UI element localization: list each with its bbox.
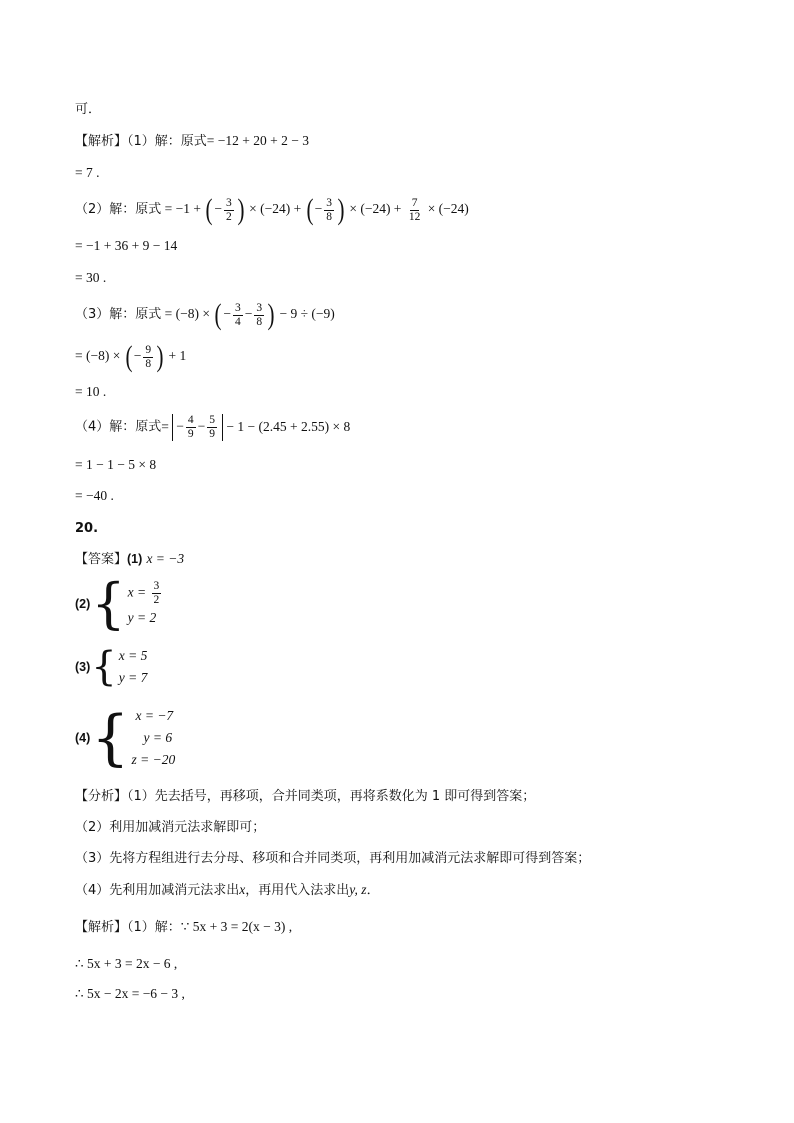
numerator: 3 <box>226 196 232 209</box>
equation-system-2: (2) { x = $\frac{3}{2}$ y = 2 <box>75 577 163 631</box>
expression-part: + 1 <box>165 348 187 364</box>
continuation-text: 可． <box>75 102 102 117</box>
equation: ∵ 5x + 3 = 2(x − 3) , <box>180 919 293 934</box>
solution-line-2: （2）解：原式 = −1 + ( − $\frac{3}{2}$ ) × (−24) + ( − $\frac{3}{8}$ ) × (−24) + $\frac{7}{12}$ × (−24) <box>75 193 469 226</box>
result-line: = 1 − 1 − 5 × 8 <box>75 457 157 472</box>
system-equation: x = −7 <box>135 708 174 723</box>
system-equation: z = −20 <box>131 752 176 767</box>
denominator: 12 <box>408 210 421 223</box>
expression-part: × (−24) <box>424 201 469 217</box>
expression-part: × (−24) + <box>245 201 305 217</box>
system-equation: x = 5 <box>118 648 148 663</box>
analysis-heading: 【解析】（1）解：原式 <box>75 134 207 149</box>
analysis-point-1: 【分析】（1）先去括号，再移项，合并同类项，再将系数化为 1 即可得到答案； <box>75 789 536 804</box>
numerator: 3 <box>326 196 332 209</box>
expression-part: × (−24) + <box>345 201 405 217</box>
denominator: 4 <box>235 315 241 328</box>
denominator: 9 <box>209 428 216 440</box>
fraction <box>407 197 423 224</box>
fraction <box>224 197 234 224</box>
fraction <box>143 344 153 371</box>
solution-line: = (−8) × ( − $\frac{9}{8}$ ) + 1 <box>75 340 187 373</box>
text-part: ． <box>366 883 380 898</box>
numerator: 9 <box>145 343 152 356</box>
result-line: = 7 . <box>75 165 100 180</box>
expression-part: = (−8) × <box>164 306 214 322</box>
fraction <box>254 302 264 329</box>
numerator: 3 <box>235 301 241 314</box>
result-line: = 10 . <box>75 384 107 399</box>
part-heading: （2）解：原式 <box>75 202 162 218</box>
fraction <box>233 302 243 329</box>
analysis-point-3: （3）先将方程组进行去分母、移项和合并同类项，再利用加减消元法求解即可得到答案； <box>75 851 591 866</box>
analysis-heading: 【解析】（1）解： <box>75 920 181 935</box>
denominator: 8 <box>326 210 332 223</box>
solution-heading-line <box>75 917 292 938</box>
analysis-point-2: （2）利用加减消元法求解即可； <box>75 820 266 835</box>
expression-part: = (−8) × <box>75 348 124 364</box>
expression-part: = −1 + <box>164 201 205 217</box>
solution-line-1 <box>75 131 309 152</box>
system-equation: y = 2 <box>127 609 157 625</box>
result-line: = −40 . <box>75 488 114 503</box>
numerator: 5 <box>209 414 216 426</box>
numerator: 7 <box>411 196 418 209</box>
system-equation: y = 7 <box>118 670 148 685</box>
solution-step: ∴ 5x − 2x = −6 − 3 , <box>75 986 185 1001</box>
equation-system-3: (3) { x = 5 y = 7 <box>75 644 148 690</box>
solution-line-4: （4）解：原式= − $\frac{4}{9}$ − $\frac{5}{9}$ − 1 − (2.45 + 2.55) × 8 <box>75 414 351 440</box>
question-number: 20. <box>75 521 99 536</box>
answer-part-label: (4) <box>75 731 91 745</box>
denominator: 8 <box>256 315 263 328</box>
answer-label: 【答案】 <box>75 552 128 567</box>
fraction <box>186 414 196 441</box>
solution-step: ∴ 5x + 3 = 2x − 6 , <box>75 956 178 971</box>
numerator: 3 <box>153 579 160 592</box>
fraction <box>152 580 162 607</box>
denominator: 9 <box>187 428 194 440</box>
variable: y, z <box>349 882 367 897</box>
answer-expression: x = −3 <box>146 551 185 566</box>
result-line: = 30 . <box>75 270 107 285</box>
denominator: 2 <box>153 593 160 606</box>
expression: = −12 + 20 + 2 − 3 <box>206 133 309 148</box>
result-line: = −1 + 36 + 9 − 14 <box>75 238 178 253</box>
numerator: 4 <box>187 414 194 426</box>
text-part: ，再用代入法求出 <box>245 883 350 898</box>
analysis-point-4 <box>75 880 380 901</box>
denominator: 8 <box>145 357 152 370</box>
denominator: 2 <box>226 210 232 223</box>
system-equation: x = <box>127 584 150 600</box>
expression-part: − 1 − (2.45 + 2.55) × 8 <box>223 418 351 434</box>
solution-line-3: （3）解：原式 = (−8) × ( − $\frac{3}{4}$ − $\frac{3}{8}$ ) − 9 ÷ (−9) <box>75 298 335 331</box>
expression-part: − 9 ÷ (−9) <box>276 306 335 322</box>
system-equation: y = 6 <box>143 730 173 745</box>
part-heading: （3）解：原式 <box>75 307 162 323</box>
fraction <box>207 414 217 441</box>
numerator: 3 <box>256 301 263 314</box>
system-row <box>128 580 164 607</box>
part-heading: （4）解：原式 <box>75 419 162 435</box>
answer-part-label: (2) <box>75 597 91 611</box>
equation-system-4: (4) { x = −7 y = 6 z = −20 <box>75 703 176 773</box>
text-part: （4）先利用加减消元法求出 <box>75 883 240 898</box>
variable: x <box>239 882 246 897</box>
answer-part-label: (3) <box>75 660 91 674</box>
answer-part-label: (1) <box>127 552 143 566</box>
fraction <box>324 197 334 224</box>
absolute-value: − $\frac{4}{9}$ − $\frac{5}{9}$ <box>172 414 223 441</box>
answer-line <box>75 549 184 570</box>
